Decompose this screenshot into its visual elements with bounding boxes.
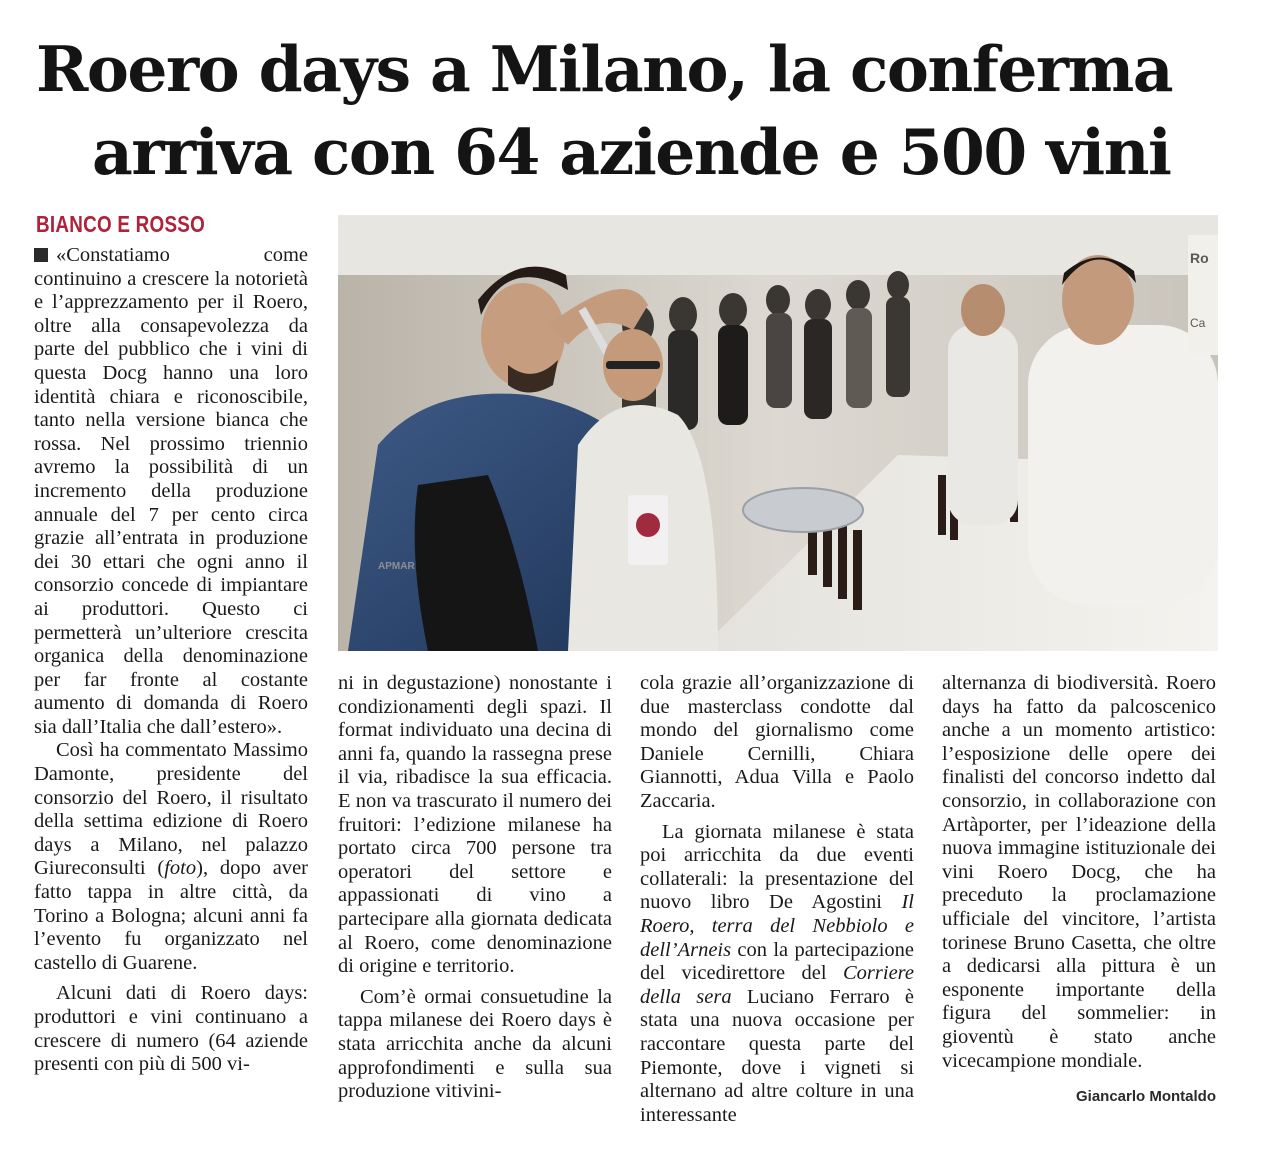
- paragraph-3: Alcuni dati di Roero days: produttori e vini continuano a crescere di numero (64 aziende presenti con più di 500 vi-: [34, 982, 308, 1076]
- photo-ice-bucket: [743, 488, 863, 532]
- paragraph-1: «Constatiamo come continuino a crescere la notorietà e l’apprezzamento per il Roero, oltre alla consapevolezza da parte del pubblico che i vini di questa Docg hanno una loro identità chiara e riconoscibile, tanto nella versione bianca che rossa. Nel prossimo triennio avremo la possibilità di un incremento della produzione annuale del 7 per cento circa grazie all’entrata in produzione dei 30 ettari che ogni anno il consorzio concede di impiantare ai produttori. Questo ci permetterà un’ulteriore crescita organica della denominazione per far fronte al costante aumento di domanda di Roero sia dall’Italia che dall’estero».: [34, 244, 308, 738]
- headline-line-1: Roero days a Milano, la conferma: [36, 32, 1173, 106]
- article-column-4: [942, 672, 1216, 1073]
- paragraph-8: alternanza di biodiversità. Roero days ha fatto da palcoscenico anche a un momento artistico: l’esposizione delle opere dei finalisti del concorso indetto dal consorzio, in collaborazione con Artàporter, per l’ideazione della nuova immagine istituzionale dei vini Roero Docg, che ha preceduto la proclamazione ufficiale del vincitore, l’artista torinese Bruno Casetta, che oltre a dedicarsi alla pittura è un esponente importante della figura del sommelier: in gioventù è stato anche vicecampione mondiale.: [942, 672, 1216, 1072]
- event-photo: [338, 215, 1218, 651]
- svg-text:Ro: Ro: [1190, 250, 1209, 266]
- svg-text:Ca: Ca: [1190, 316, 1206, 330]
- headline: [36, 28, 1236, 194]
- svg-text:APMAR: APMAR: [378, 561, 415, 572]
- article-column-1: [34, 244, 308, 1077]
- section-kicker: BIANCO E ROSSO: [36, 211, 206, 237]
- paragraph-4: ni in degustazione) nonostante i condizionamenti degli spazi. Il format individuato una decina di anni fa, quando la rassegna prese il via, ribadisce la sua efficacia. E non va trascurato il numero dei fruitori: l’edizione milanese ha portato circa 700 persone tra operatori del settore e appassionati di vino a partecipare alla giornata dedicata al Roero, come denominazione di origine e territorio.: [338, 672, 612, 978]
- paragraph-5: Com’è ormai consuetudine la tappa milanese dei Roero days è stata arricchita anche da alcuni approfondimenti e sulla sua produzione vitivini-: [338, 985, 612, 1103]
- article-column-2: [338, 672, 612, 1104]
- bullet-square-icon: [34, 248, 48, 262]
- paragraph-7: La giornata milanese è stata poi arricchita da due eventi collaterali: la presentazione del nuovo libro De Agostini Il Roero, terra del Nebbiolo e dell’Arneis con la partecipazione del vicedirettore del Corriere della sera Luciano Ferraro è stata una nuova occasione per raccontare questa parte del Piemonte, dove i vigneti si alternano ad altre colture in una interessante: [640, 820, 915, 1126]
- paragraph-6: cola grazie all’organizzazione di due masterclass condotte dal mondo del giornalismo come Daniele Cernilli, Chiara Giannotti, Adua Villa e Paolo Zaccaria.: [640, 672, 914, 812]
- headline-line-2: arriva con 64 aziende e 500 vini: [92, 115, 1171, 189]
- article-column-3: [640, 672, 914, 1127]
- byline: Giancarlo Montaldo: [1075, 1088, 1216, 1105]
- paragraph-2: Così ha commentato Massimo Damonte, presidente del consorzio del Roero, il risultato della settima edizione di Roero days a Milano, nel palazzo Giureconsulti (foto), dopo aver fatto tappa in altre città, da Torino a Bologna; alcuni anni fa l’evento fu organizzato nel castello di Guarene.: [34, 739, 308, 974]
